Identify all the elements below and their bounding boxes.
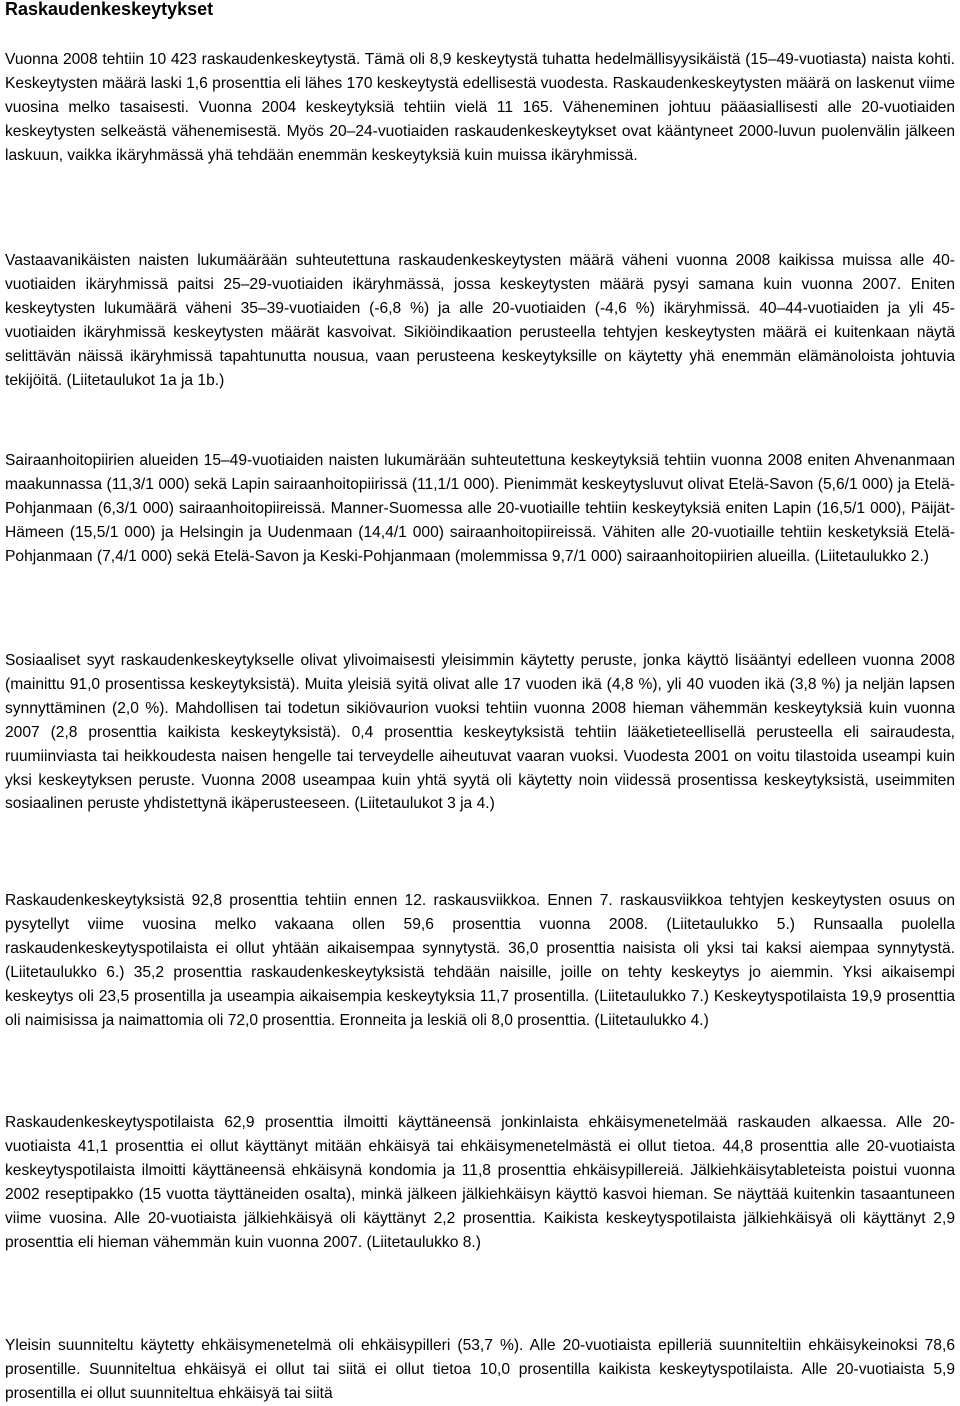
paragraph-planned-contraception: Yleisin suunniteltu käytetty ehkäisymenetelmä oli ehkäisypilleri (53,7 %). Alle 20-vuotiaista epilleriä suunniteltiin ehkäisykeinoksi 78,6 prosentille. Suunniteltua ehkäisyä ei ollut tai siitä ei ollut tietoa 10,0 prosentilla kaikista keskeytyspotilaista. Alle 20-vuotiaista 5,9 prosentilla ei ollut suunniteltua ehkäisyä tai siitä [5,1337,955,1402]
paragraph-pregnancy-week: Raskaudenkeskeytyksistä 92,8 prosenttia tehtiin ennen 12. raskausviikkoa. Ennen 7. raskausviikkoa tehtyjen keskeytysten osuus on pysytellyt viime vuosina melko vakaana ollen 59,6 prosenttia vuonna 2008. (Liitetaulukko 5.) Runsaalla puolella raskaudenkeskeytyspotilaista ei ollut yhtään aikaisempaa synnytystä. 36,0 prosenttia naisista oli yksi tai kaksi aiempaa synnytystä. (Liitetaulukko 6.) 35,2 prosenttia raskaudenkeskeytyksistä tehdään naisille, joille on tehty keskeytys jo aiemmin. Yksi aikaisempi keskeytys oli 23,5 prosentilla ja useampia aikaisempia keskeytyksia 11,7 prosentilla. (Liitetaulukko 7.) Keskeytyspotilaista 19,9 prosenttia oli naimisissa ja naimattomia oli 72,0 prosenttia. Eronneita ja leskiä oli 8,0 prosenttia. (Liitetaulukko 4.) [5,892,955,1029]
page-title: Raskaudenkeskeytykset [5,0,214,19]
paragraph-grounds: Sosiaaliset syyt raskaudenkeskeytykselle olivat ylivoimaisesti yleisimmin käytetty peruste, jonka käyttö lisääntyi edelleen vuonna 2008 (mainittu 91,0 prosentissa keskeytyksistä). Muita yleisiä syitä olivat alle 17 vuoden ikä (4,8 %), yli 40 vuoden ikä (3,8 %) ja neljän lapsen synnyttäminen (2,0 %). Mahdollisen tai todetun sikiövaurion vuoksi tehtiin vuonna 2008 hieman vähemmän keskeytyksiä kuin vuonna 2007 (2,8 prosenttia kaikista keskeytyksistä). 0,4 prosenttia keskeytyksistä tehtiin lääketieteellisellä perusteella eli sairaudesta, ruumiinviasta tai heikkoudesta naisen hengelle tai terveydelle aiheutuvat vaaran vuoksi. Vuodesta 2001 on voitu tilastoida useampi kuin yksi keskeytyksen peruste. Vuonna 2008 useampaa kuin yhtä syytä oli käytetty noin viidessä prosentissa keskeytyksistä, useimmiten sosiaalinen peruste yhdistettynä ikäperusteeseen. (Liitetaulukot 3 ja 4.) [5,652,955,813]
paragraph-contraception-use: Raskaudenkeskeytyspotilaista 62,9 prosenttia ilmoitti käyttäneensä jonkinlaista ehkäisymenetelmää raskauden alkaessa. Alle 20-vuotiaista 41,1 prosenttia ei ollut käyttänyt mitään ehkäisyä tai ehkäisymenetelmästä ei ollut tietoa. 44,8 prosenttia alle 20-vuotiaista keskeytyspotilaista ilmoitti käyttäneensä ehkäisynä kondomia ja 11,8 prosenttia ehkäisypillereiä. Jälkiehkäisytableteista poistui vuonna 2002 reseptipakko (15 vuotta täyttäneiden osalta), minkä jälkeen jälkiehkäisyn käyttö kasvoi hieman. Se näyttää kuitenkin tasaantuneen viime vuosina. Alle 20-vuotiaista jälkiehkäisyä oli käyttänyt 2,2 prosenttia. Kaikista keskeytyspotilaista jälkiehkäisyä oli käyttänyt 2,9 prosenttia eli hieman vähemmän kuin vuonna 2007. (Liitetaulukko 8.) [5,1114,955,1251]
paragraph-hospital-districts: Sairaanhoitopiirien alueiden 15–49-vuotiaiden naisten lukumärään suhteutettuna keskeytyksiä tehtiin vuonna 2008 eniten Ahvenanmaan maakunnassa (11,3/1 000) sekä Lapin sairaanhoitopiirissä (11,1/1 000). Pienimmät keskeytysluvut olivat Etelä-Savon (5,6/1 000) ja Etelä-Pohjanmaan (6,3/1 000) sairaanhoitopiireissä. Manner-Suomessa alle 20-vuotiaille tehtiin keskeytyksiä eniten Lapin (16,5/1 000), Päijät-Hämeen (15,5/1 000) ja Helsingin ja Uudenmaan (14,4/1 000) sairaanhoitopiireissä. Vähiten alle 20-vuotiaille tehtiin kesketyksiä Etelä-Pohjanmaan (7,4/1 000) sekä Etelä-Savon ja Keski-Pohjanmaan (molemmissa 9,7/1 000) sairaanhoitopiirien alueilla. (Liitetaulukko 2.) [5,452,955,565]
paragraph-age-groups: Vastaavanikäisten naisten lukumäärään suhteutettuna raskaudenkeskeytysten määrä väheni vuonna 2008 kaikissa muissa alle 40-vuotiaiden ikäryhmissä paitsi 25–29-vuotiaiden ikäryhmässä, jossa keskeytysten määrä pysyi samana kuin vuonna 2007. Eniten keskeytysten lukumäärä väheni 35–39-vuotiaiden (-6,8 %) ja alle 20-vuotiaiden (-4,6 %) ikäryhmissä. 40–44-vuotiaiden ja yli 45-vuotiaiden ikäryhmissä keskeytysten määrät kasvoivat. Sikiöindikaation perusteella tehtyjen keskeytysten määrä ei kuitenkaan näytä selittävän näissä ikäryhmissä tapahtunutta nousua, vaan perusteena keskeytyksille on käytetty yhä enemmän elämänoloista johtuvia tekijöitä. (Liitetaulukot 1a ja 1b.) [5,252,955,389]
paragraph-abortion-totals: Vuonna 2008 tehtiin 10 423 raskaudenkeskeytystä. Tämä oli 8,9 keskeytystä tuhatta hedelmällisyysikäistä (15–49-vuotiasta) naista kohti. Keskeytysten määrä laski 1,6 prosenttia eli lähes 170 keskeytystä edellisestä vuodesta. Raskaudenkeskeytysten määrä on laskenut viime vuosina melko tasaisesti. Vuonna 2004 keskeytyksiä tehtiin vielä 11 165. Väheneminen johtuu pääasiallisesti alle 20-vuotiaiden keskeytysten selkeästä vähenemisestä. Myös 20–24-vuotiaiden raskaudenkeskeytykset ovat kääntyneet 2000-luvun puolenvälin jälkeen laskuun, vaikka ikäryhmässä yhä tehdään enemmän keskeytyksiä kuin muissa ikäryhmissä. [5,51,955,164]
